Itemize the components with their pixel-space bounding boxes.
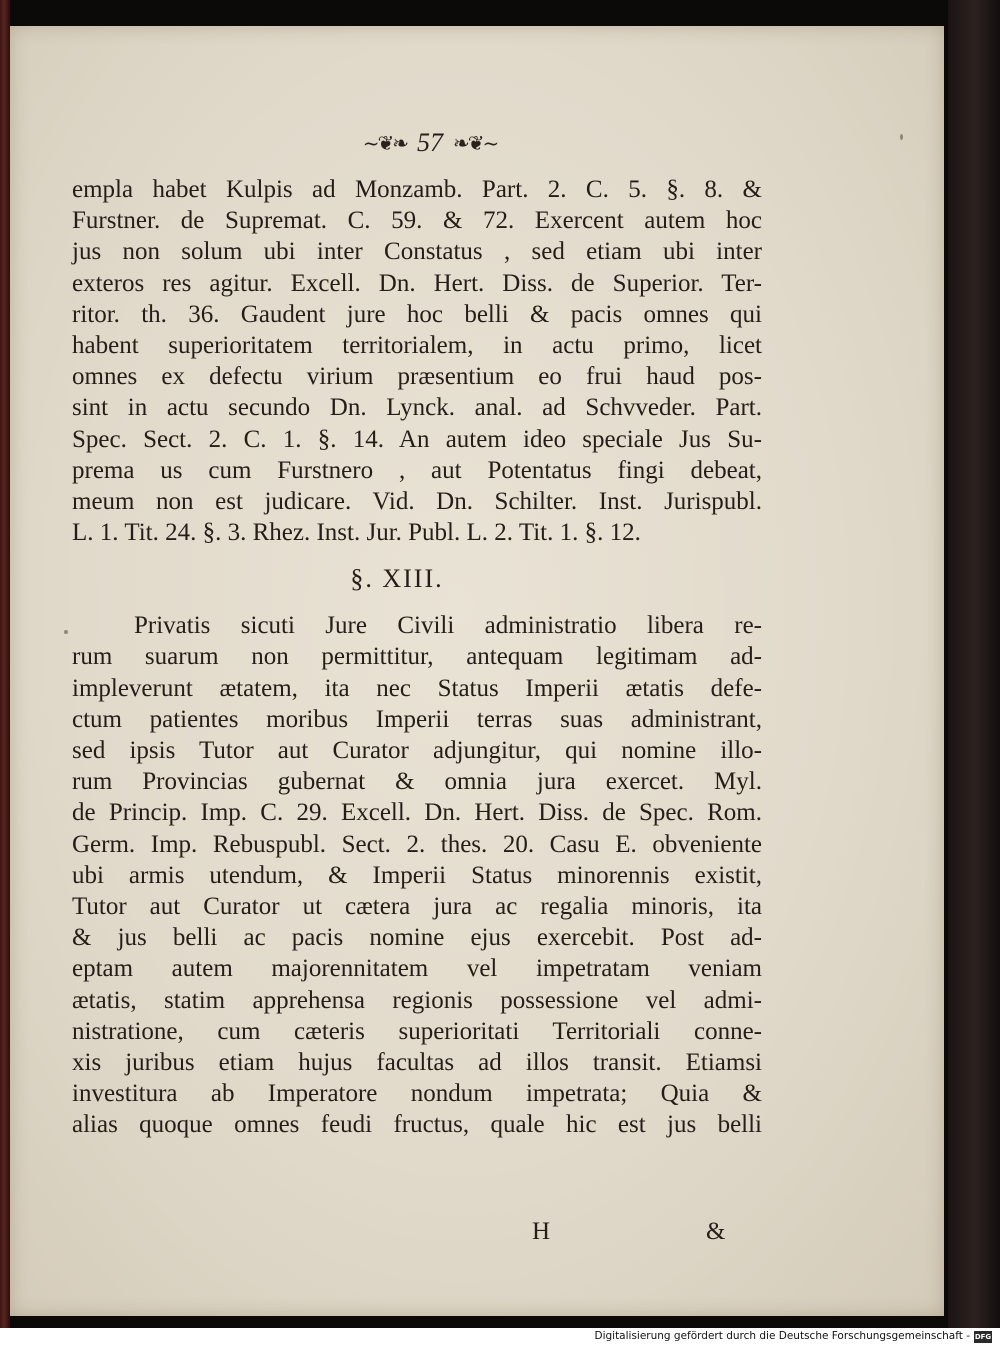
- dfg-logo-icon: DFG: [974, 1333, 992, 1341]
- paragraph-continued: [72, 174, 762, 548]
- text-line: & jus belli ac pacis nomine ejus exercebit. Post ad-: [72, 924, 762, 952]
- body-text: [72, 174, 762, 1140]
- text-line: prema us cum Furstnero , aut Potentatus fingi debeat,: [72, 456, 762, 484]
- text-line: impleverunt ætatem, ita nec Status Imperii ætatis defe-: [72, 674, 762, 702]
- text-line: meum non est judicare. Vid. Dn. Schilter. Inst. Jurispubl.: [72, 487, 762, 515]
- ornament-left-icon: ~❦❧: [362, 131, 407, 155]
- catchword: &: [706, 1218, 726, 1245]
- text-line: ætatis, statim apprehensa regionis possessione vel admi-: [72, 986, 762, 1014]
- text-line: ctum patientes moribus Imperii terras suas administrant,: [72, 705, 762, 733]
- text-line: habent superioritatem territorialem, in actu primo, licet: [72, 331, 762, 359]
- text-line: sint in actu secundo Dn. Lynck. anal. ad Schvveder. Part.: [72, 394, 762, 422]
- text-line: ubi armis utendum, & Imperii Status minorennis existit,: [72, 861, 762, 889]
- text-line: investitura ab Imperatore nondum impetrata; Quia &: [72, 1080, 762, 1108]
- text-line: eptam autem majorennitatem vel impetratam veniam: [72, 955, 762, 983]
- ornament-right-icon: ❧❦~: [453, 131, 498, 155]
- text-line: sed ipsis Tutor aut Curator adjungitur, qui nomine illo-: [72, 737, 762, 764]
- text-line: xis juribus etiam hujus facultas ad illos transit. Etiamsi: [72, 1048, 762, 1076]
- text-line: Furstner. de Supremat. C. 59. & 72. Exercent autem hoc: [72, 207, 762, 235]
- text-line: Germ. Imp. Rebuspubl. Sect. 2. thes. 20. Casu E. obveniente: [72, 830, 762, 858]
- paper-spot: [900, 134, 903, 140]
- text-line: nistratione, cum cæteris superioritati Territoriali conne-: [72, 1017, 762, 1045]
- text-line: Tutor aut Curator ut cætera jura ac regalia minoris, ita: [72, 892, 762, 920]
- funding-credit: Digitalisierung gefördert durch die Deutsche Forschungsgemeinschaft -: [594, 1330, 970, 1342]
- footer-bar: [0, 1328, 1000, 1347]
- paragraph-section-xiii: [72, 610, 762, 1140]
- text-line: rum suarum non permittitur, antequam legitimam ad-: [72, 643, 762, 671]
- paper-spot: [64, 630, 68, 634]
- text-line: L. 1. Tit. 24. §. 3. Rhez. Inst. Jur. Publ. L. 2. Tit. 1. §. 12.: [72, 519, 641, 547]
- section-heading: §. XIII.: [350, 564, 444, 594]
- text-line: jus non solum ubi inter Constatus , sed etiam ubi inter: [72, 238, 762, 266]
- text-line: empla habet Kulpis ad Monzamb. Part. 2. C. 5. §. 8. &: [72, 176, 762, 203]
- text-line: ritor. th. 36. Gaudent jure hoc belli & pacis omnes qui: [72, 300, 762, 328]
- page-number: 57: [417, 128, 443, 157]
- text-line: de Princip. Imp. C. 29. Excell. Dn. Hert. Diss. de Spec. Rom.: [72, 799, 762, 827]
- text-line: exteros res agitur. Excell. Dn. Hert. Diss. de Superior. Ter-: [72, 269, 762, 297]
- signature-mark: H: [532, 1218, 551, 1245]
- book-board-left-edge: [0, 0, 10, 1328]
- book-page: [10, 26, 944, 1316]
- text-line: omnes ex defectu virium præsentium eo frui haud pos-: [72, 363, 762, 391]
- book-board-right-edge: [948, 0, 1000, 1328]
- text-line: rum Provincias gubernat & omnia jura exercet. Myl.: [72, 768, 762, 796]
- text-line: alias quoque omnes feudi fructus, quale hic est jus belli: [72, 1111, 762, 1139]
- running-head: [330, 126, 530, 160]
- text-line: Spec. Sect. 2. C. 1. §. 14. An autem ideo speciale Jus Su-: [72, 425, 762, 453]
- text-line: Privatis sicuti Jure Civili administratio libera re-: [134, 612, 762, 640]
- page-foot: [10, 1218, 860, 1258]
